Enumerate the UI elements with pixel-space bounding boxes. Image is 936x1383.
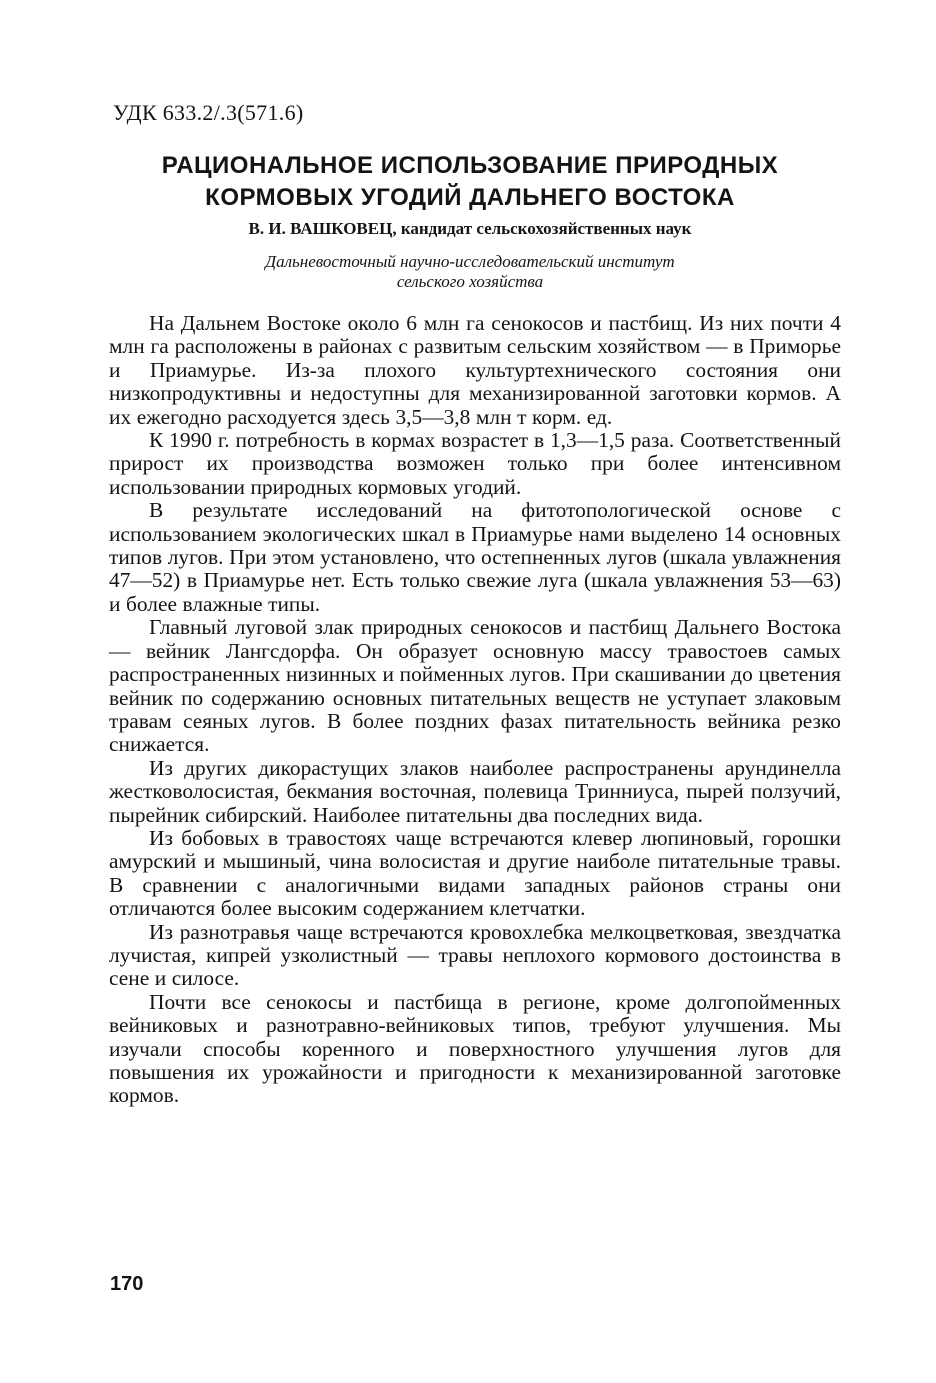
affiliation xyxy=(110,252,830,292)
paragraph: В результате исследований на фитотопологической основе с использованием экологических шкал в Приамурье нами выделено 14 основных типов лугов. При этом установлено, что остепненных лугов (шкала увлажнения 47—52) в Приамурье нет. Есть только свежие луга (шкала увлажнения 53—63) и более влажные типы. xyxy=(109,498,841,616)
article-title xyxy=(110,150,830,214)
affiliation-line-1: Дальневосточный научно-исследовательский институт xyxy=(265,252,675,271)
affiliation-line-2: сельского хозяйства xyxy=(396,272,544,291)
title-line-1: РАЦИОНАЛЬНОЕ ИСПОЛЬЗОВАНИЕ ПРИРОДНЫХ xyxy=(161,152,779,179)
author-line xyxy=(110,219,830,239)
paragraph: Главный луговой злак природных сенокосов и пастбищ Дальнего Востока — вейник Лангсдорфа. Он образует основную массу травостоев самых распространенных низинных и пойменных лугов. При скашивании до цветения вейник по содержанию основных питательных веществ не уступает злаковым травам сеяных лугов. В более поздних фазах питательность вейника резко снижается. xyxy=(109,615,841,757)
paragraph: Из бобовых в травостоях чаще встречаются клевер люпиновый, горошки амурский и мышиный, чина волосистая и другие наиболе питательные травы. В сравнении с аналогичными видами западных районов страны они отличаются более высоким содержанием клетчатки. xyxy=(109,825,841,921)
paragraph: На Дальнем Востоке около 6 млн га сенокосов и пастбищ. Из них почти 4 млн га расположены в районах с развитым сельским хозяйством — в Приморье и Приамурье. Из-за плохого культуртехнического состояния они низкопродуктивны и недоступны для механизированной заготовки кормов. А их ежегодно расходуется здесь 3,5—3,8 млн т корм. ед. xyxy=(109,311,841,429)
paragraph: Из других дикорастущих злаков наиболее распространены арундинелла жестковолосистая, бекмания восточная, полевица Тринниуса, пырей ползучий, пырейник сибирский. Наиболее питательны два последних вида. xyxy=(109,755,841,827)
title-line-2: КОРМОВЫХ УГОДИЙ ДАЛЬНЕГО ВОСТОКА xyxy=(205,184,735,211)
author-name: В. И. ВАШКОВЕЦ, xyxy=(248,219,397,238)
article-body xyxy=(109,312,841,1108)
paragraph: Из разнотравья чаще встречаются кровохлебка мелкоцветковая, звездчатка лучистая, кипрей узколистный — травы неплохого кормового достоинства в сене и силосе. xyxy=(109,919,841,991)
udc-code: УДК 633.2/.3(571.6) xyxy=(113,100,304,125)
paragraph: Почти все сенокосы и пастбища в регионе, кроме долгопойменных вейниковых и разнотравно-вейниковых типов, требуют улучшения. Мы изучали способы коренного и поверхностного улучшения лугов для повышения их урожайности и пригодности к механизированной заготовке кормов. xyxy=(109,989,841,1108)
paragraph: К 1990 г. потребность в кормах возрастет в 1,3—1,5 раза. Соответственный прирост их производства возможен только при более интенсивном использовании природных кормовых угодий. xyxy=(109,428,841,499)
author-degree: кандидат сельскохозяйственных наук xyxy=(400,219,692,238)
page-number: 170 xyxy=(110,1273,144,1295)
